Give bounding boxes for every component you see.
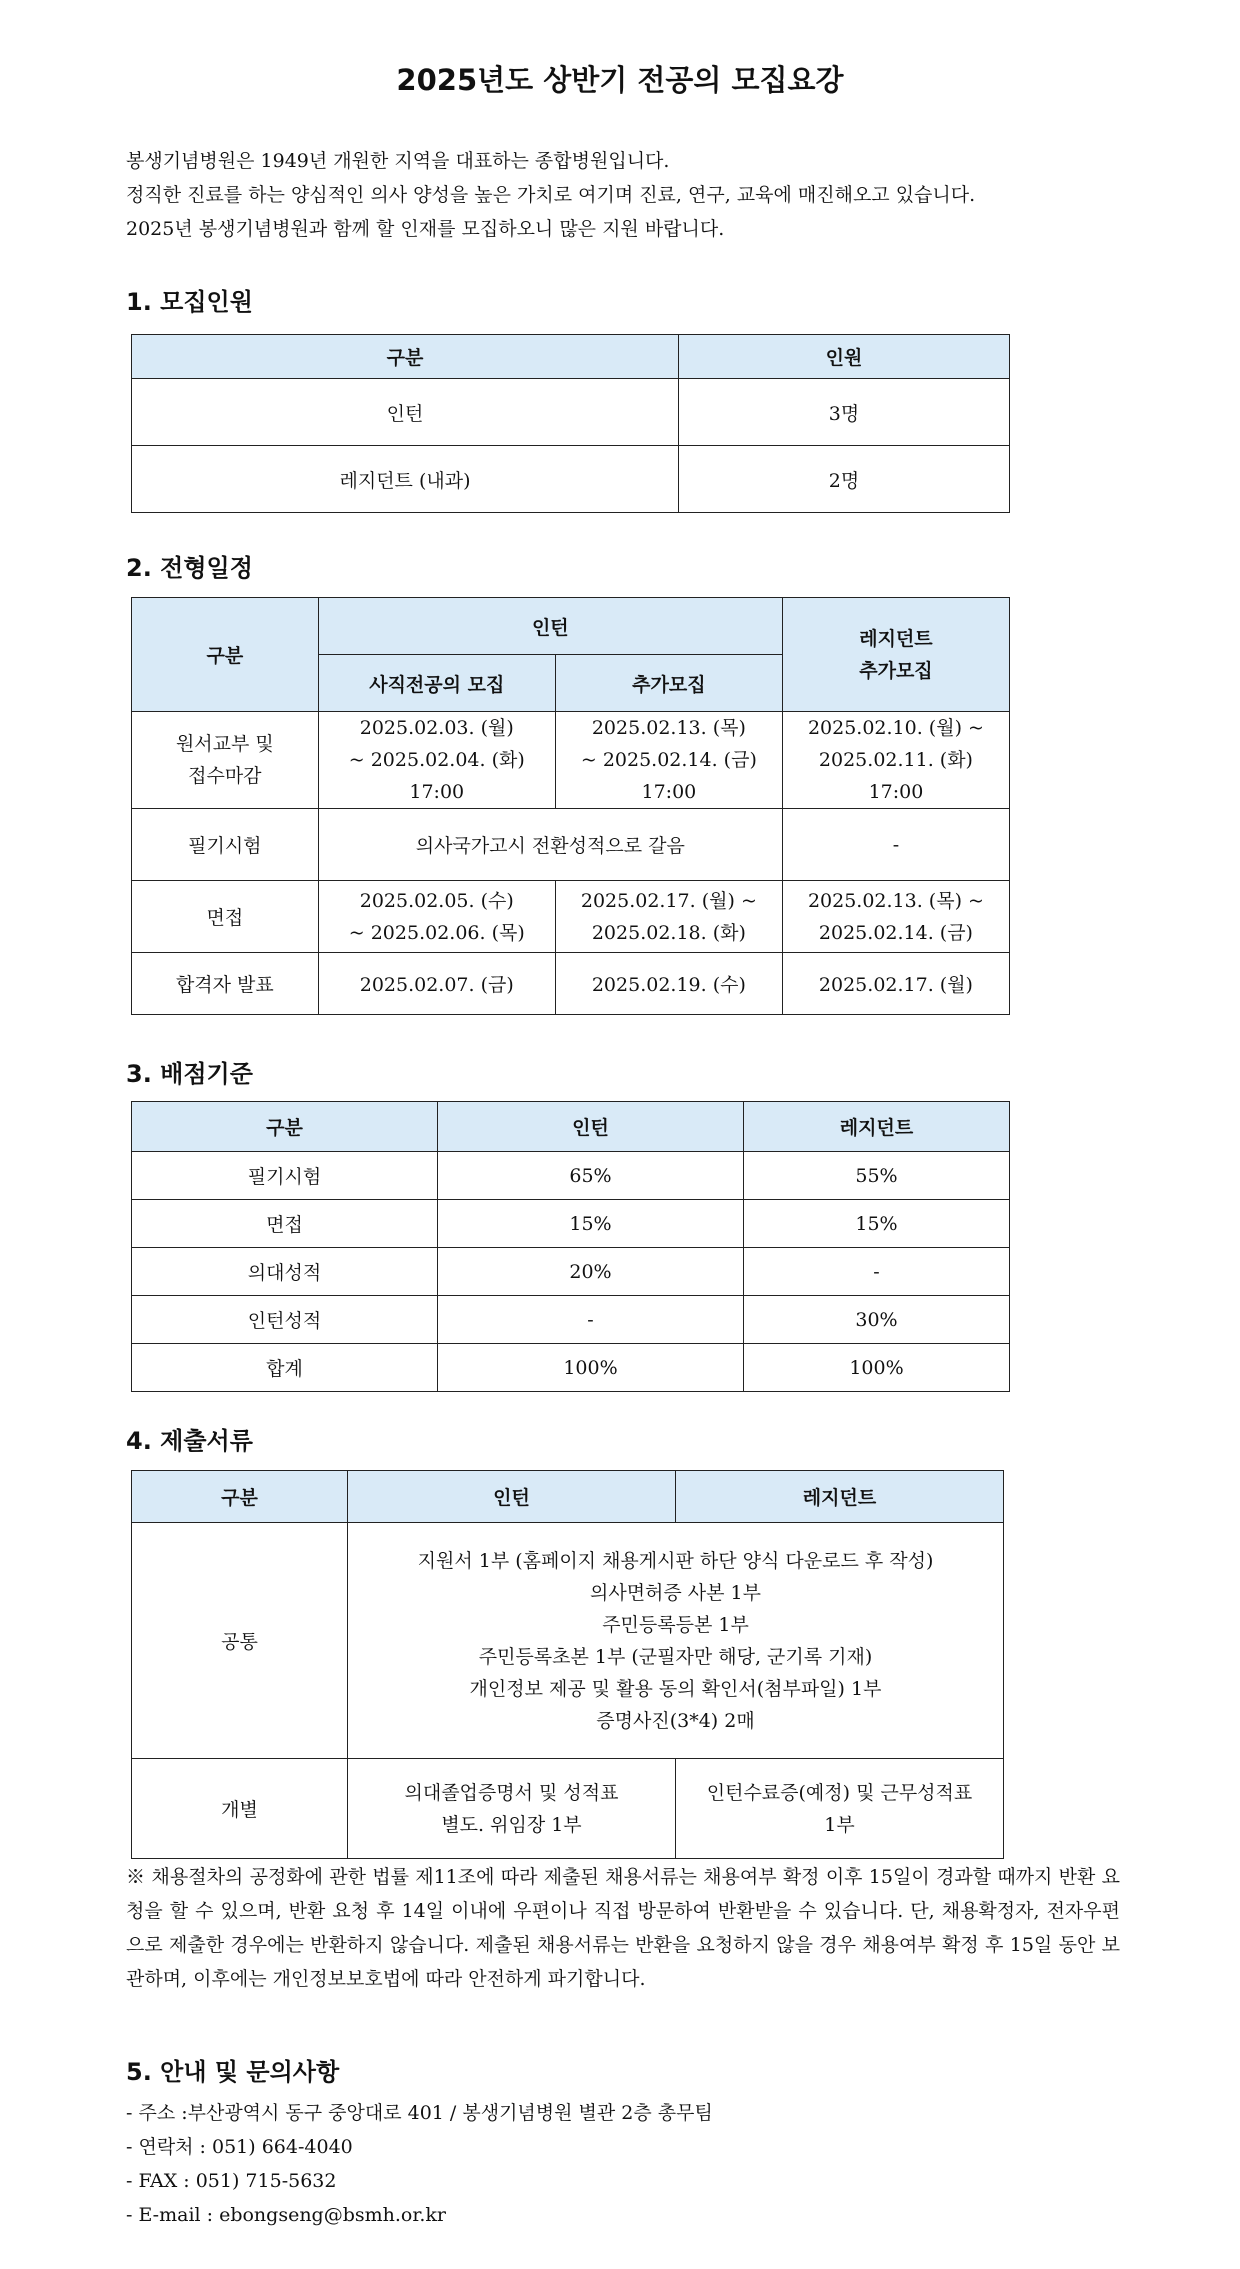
section-heading-contact: 5. 안내 및 문의사항: [126, 2058, 340, 2086]
table-header: 인턴: [438, 1102, 744, 1152]
document-return-note: ※ 채용절차의 공정화에 관한 법률 제11조에 따라 제출된 채용서류는 채용여부 확정 이후 15일이 경과할 때까지 반환 요청을 할 수 있으며, 반환 요청 후 14일 이내에 우편이나 직접 방문하여 반환받을 수 있습니다. 단, 채용확정자, 전자우편으로 제출한 경우에는 반환하지 않습니다. 제출된 채용서류는 반환을 요청하지 않을 경우 채용여부 확정 후 15일 동안 보관하며, 이후에는 개인정보보호법에 따라 안전하게 파기합니다.: [126, 1866, 1120, 1990]
table-cell: 15%: [438, 1200, 744, 1248]
table-cell: 2025.02.13. (목) ~ 2025.02.14. (금) 17:00: [555, 712, 782, 809]
table-header: 레지던트: [744, 1102, 1010, 1152]
table-cell: 30%: [744, 1296, 1010, 1344]
section-heading-scoring: 3. 배점기준: [126, 1060, 253, 1088]
table-cell: 2025.02.03. (월) ~ 2025.02.04. (화) 17:00: [318, 712, 555, 809]
table-cell: 인턴: [132, 379, 679, 446]
table-row: [132, 1344, 1010, 1392]
table-header: 레지던트: [676, 1471, 1004, 1523]
table-cell: 2025.02.19. (수): [555, 953, 782, 1015]
table-cell: 15%: [744, 1200, 1010, 1248]
recruit-count-table: [131, 334, 1010, 513]
document-item: 의사면허증 사본 1부: [590, 1581, 761, 1604]
table-cell: 필기시험: [132, 809, 319, 881]
table-cell: -: [744, 1248, 1010, 1296]
documents-table: [131, 1470, 1004, 1859]
table-cell: 공통: [132, 1523, 348, 1759]
document-item: 증명사진(3*4) 2매: [596, 1709, 755, 1732]
section-heading-schedule: 2. 전형일정: [126, 554, 253, 582]
table-cell: 필기시험: [132, 1152, 438, 1200]
table-header: 인원: [679, 335, 1010, 379]
table-row: [132, 1759, 1004, 1859]
table-row: [132, 446, 1010, 513]
table-row: [132, 809, 1010, 881]
table-row: [132, 712, 1010, 809]
table-row: [132, 1523, 1004, 1759]
table-cell: 원서교부 및 접수마감: [132, 712, 319, 809]
table-cell: 인턴성적: [132, 1296, 438, 1344]
table-header: 인턴: [318, 598, 782, 655]
contact-phone: - 연락처 : 051) 664-4040: [126, 2136, 353, 2158]
section-heading-recruit-count: 1. 모집인원: [126, 288, 253, 316]
table-cell: 2025.02.17. (월) ~ 2025.02.18. (화): [555, 881, 782, 953]
table-cell: 55%: [744, 1152, 1010, 1200]
table-cell: 3명: [679, 379, 1010, 446]
table-cell: 2025.02.17. (월): [782, 953, 1009, 1015]
table-cell: 면접: [132, 1200, 438, 1248]
document-item: 개인정보 제공 및 활용 동의 확인서(첨부파일) 1부: [469, 1677, 882, 1700]
intro-line: 봉생기념병원은 1949년 개원한 지역을 대표하는 종합병원입니다.: [126, 150, 670, 172]
document-item: 주민등록초본 1부 (군필자만 해당, 군기록 기재): [478, 1645, 873, 1668]
contact-fax: - FAX : 051) 715-5632: [126, 2170, 337, 2192]
table-row: [132, 1296, 1010, 1344]
schedule-table: [131, 597, 1010, 1015]
intro-text: [126, 144, 1116, 246]
table-cell: 2025.02.10. (월) ~ 2025.02.11. (화) 17:00: [782, 712, 1009, 809]
scoring-table: [131, 1101, 1010, 1392]
table-header: 레지던트 추가모집: [782, 598, 1009, 712]
table-cell: 개별: [132, 1759, 348, 1859]
table-row: [132, 953, 1010, 1015]
contact-email: - E-mail : ebongseng@bsmh.or.kr: [126, 2204, 446, 2226]
table-cell: 2명: [679, 446, 1010, 513]
table-cell: 2025.02.13. (목) ~ 2025.02.14. (금): [782, 881, 1009, 953]
table-cell: 합격자 발표: [132, 953, 319, 1015]
table-cell: 의대졸업증명서 및 성적표 별도. 위임장 1부: [348, 1759, 676, 1859]
table-header: 구분: [132, 1102, 438, 1152]
table-cell: 100%: [438, 1344, 744, 1392]
table-header: 인턴: [348, 1471, 676, 1523]
table-header: 구분: [132, 598, 319, 712]
page-title: 2025년도 상반기 전공의 모집요강: [396, 63, 844, 97]
table-cell: 20%: [438, 1248, 744, 1296]
table-row: [132, 379, 1010, 446]
table-header: 구분: [132, 335, 679, 379]
table-cell: 인턴수료증(예정) 및 근무성적표 1부: [676, 1759, 1004, 1859]
intro-line: 정직한 진료를 하는 양심적인 의사 양성을 높은 가치로 여기며 진료, 연구, 교육에 매진해오고 있습니다.: [126, 184, 976, 206]
contact-address: - 주소 :부산광역시 동구 중앙대로 401 / 봉생기념병원 별관 2층 총무팀: [126, 2102, 713, 2124]
table-row: [132, 881, 1010, 953]
table-cell: 의사국가고시 전환성적으로 갈음: [318, 809, 782, 881]
table-cell: -: [438, 1296, 744, 1344]
intro-line: 2025년 봉생기념병원과 함께 할 인재를 모집하오니 많은 지원 바랍니다.: [126, 218, 725, 240]
common-documents-cell: [348, 1523, 1004, 1759]
table-header: 구분: [132, 1471, 348, 1523]
table-cell: 면접: [132, 881, 319, 953]
table-cell: 100%: [744, 1344, 1010, 1392]
table-cell: -: [782, 809, 1009, 881]
document-item: 주민등록등본 1부: [602, 1613, 749, 1636]
section-heading-documents: 4. 제출서류: [126, 1427, 253, 1455]
table-cell: 의대성적: [132, 1248, 438, 1296]
table-row: [132, 1200, 1010, 1248]
table-row: [132, 1248, 1010, 1296]
table-cell: 65%: [438, 1152, 744, 1200]
table-cell: 2025.02.05. (수) ~ 2025.02.06. (목): [318, 881, 555, 953]
table-cell: 2025.02.07. (금): [318, 953, 555, 1015]
document-item: 지원서 1부 (홈페이지 채용게시판 하단 양식 다운로드 후 작성): [417, 1549, 934, 1572]
table-row: [132, 1152, 1010, 1200]
table-cell: 레지던트 (내과): [132, 446, 679, 513]
table-header: 추가모집: [555, 655, 782, 712]
table-cell: 합계: [132, 1344, 438, 1392]
contact-info: [126, 2096, 713, 2232]
table-header: 사직전공의 모집: [318, 655, 555, 712]
